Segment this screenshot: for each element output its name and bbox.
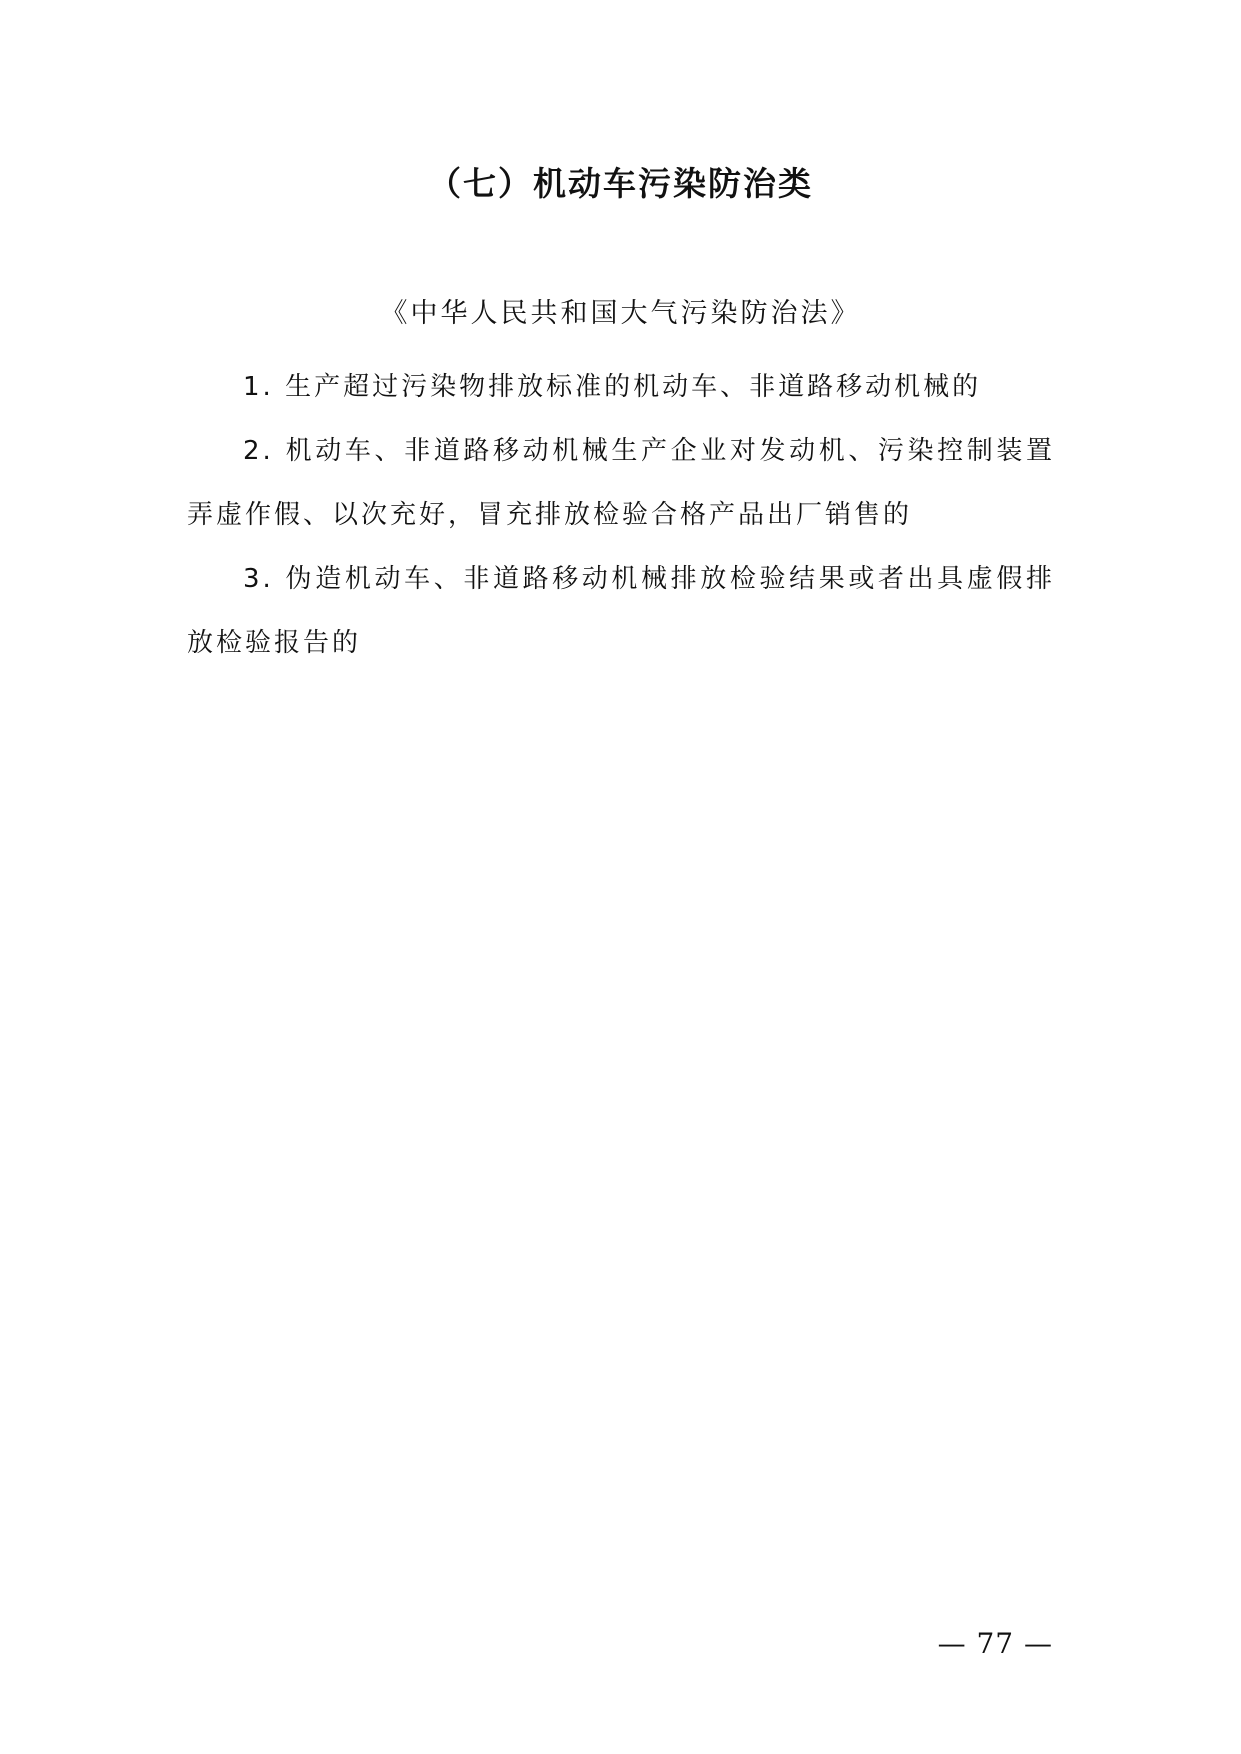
law-title: 《中华人民共和国大气污染防治法》 <box>380 298 861 329</box>
list-item: 2. 机动车、非道路移动机械生产企业对发动机、污染控制装置弄虚作假、以次充好，冒充排放检验合格产品出厂销售的 <box>187 436 1055 530</box>
list-item: 3. 伪造机动车、非道路移动机械排放检验结果或者出具虚假排放检验报告的 <box>187 564 1055 658</box>
list-item: 1. 生产超过污染物排放标准的机动车、非道路移动机械的 <box>243 372 982 402</box>
page-number: — 77 — <box>937 1627 1053 1660</box>
section-title: （七）机动车污染防治类 <box>428 164 813 203</box>
violation-list <box>187 355 1055 675</box>
